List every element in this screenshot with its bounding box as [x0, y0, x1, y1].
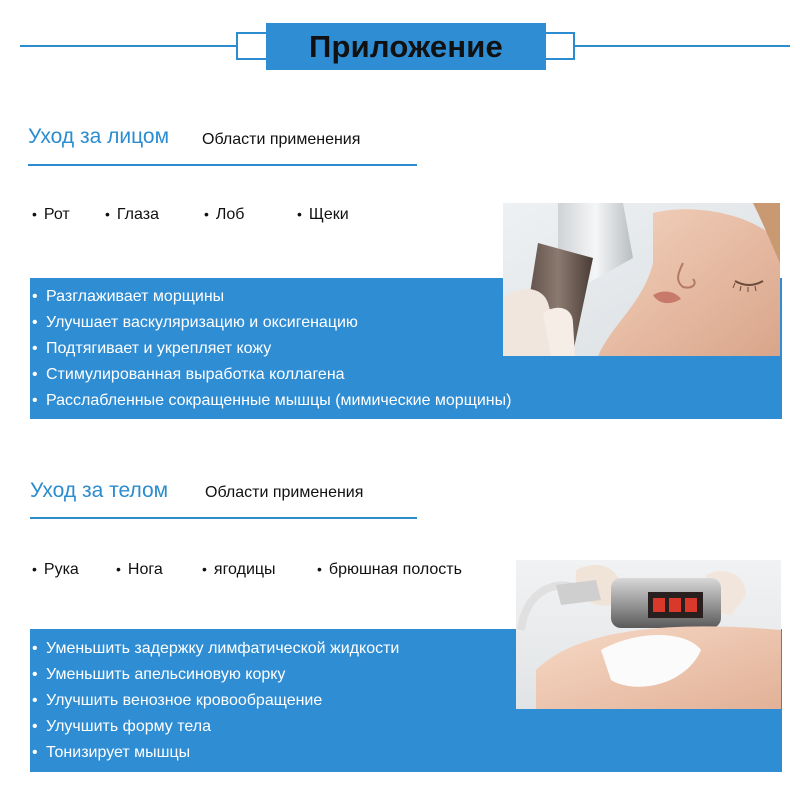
- face-area-item: • Рот: [32, 206, 70, 223]
- face-area-item: • Глаза: [105, 206, 159, 223]
- body-benefits-list: [32, 636, 399, 766]
- body-area-item: • брюшная полость: [317, 561, 462, 578]
- face-section-rule: [28, 164, 417, 166]
- face-section-subtitle: Области применения: [202, 131, 361, 148]
- header-line-right: [574, 45, 790, 47]
- benefit-item: • Улучшает васкуляризацию и оксигенацию: [32, 310, 511, 336]
- bullet-icon: •: [32, 666, 38, 683]
- header-bracket-left: [236, 32, 266, 60]
- bullet-icon: •: [32, 744, 38, 761]
- bullet-icon: •: [105, 206, 110, 222]
- benefit-item: • Улучшить форму тела: [32, 714, 399, 740]
- header-line-left: [20, 45, 237, 47]
- face-benefits-list: [32, 284, 511, 414]
- body-section-subtitle: Области применения: [205, 484, 364, 501]
- bullet-icon: •: [32, 340, 38, 357]
- benefit-item: • Уменьшить задержку лимфатической жидкости: [32, 636, 399, 662]
- bullet-icon: •: [202, 561, 207, 577]
- benefit-item: • Тонизирует мышцы: [32, 740, 399, 766]
- benefit-item: • Уменьшить апельсиновую корку: [32, 662, 399, 688]
- benefit-item: • Разглаживает морщины: [32, 284, 511, 310]
- bullet-icon: •: [32, 561, 37, 577]
- bullet-icon: •: [32, 392, 38, 409]
- bullet-icon: •: [32, 288, 38, 305]
- face-area-item: • Лоб: [204, 206, 245, 223]
- bullet-icon: •: [317, 561, 322, 577]
- body-area-item: • Нога: [116, 561, 163, 578]
- bullet-icon: •: [297, 206, 302, 222]
- body-area-item: • Рука: [32, 561, 79, 578]
- bullet-icon: •: [32, 366, 38, 383]
- page-title: Приложение: [309, 28, 503, 64]
- bullet-icon: •: [116, 561, 121, 577]
- header-bracket-right: [545, 32, 575, 60]
- benefit-item: • Расслабленные сокращенные мышцы (мимические морщины): [32, 388, 511, 414]
- benefit-item: • Улучшить венозное кровообращение: [32, 688, 399, 714]
- bullet-icon: •: [32, 314, 38, 331]
- body-section-rule: [30, 517, 417, 519]
- face-area-item: • Щеки: [297, 206, 349, 223]
- bullet-icon: •: [32, 206, 37, 222]
- benefit-item: • Стимулированная выработка коллагена: [32, 362, 511, 388]
- body-treatment-photo: [516, 560, 781, 709]
- body-section-title: Уход за телом: [30, 479, 169, 502]
- bullet-icon: •: [204, 206, 209, 222]
- benefit-item: • Подтягивает и укрепляет кожу: [32, 336, 511, 362]
- face-treatment-illustration: [503, 203, 780, 356]
- header-banner: [266, 23, 546, 70]
- bullet-icon: •: [32, 640, 38, 657]
- body-areas-list: [32, 561, 502, 583]
- bullet-icon: •: [32, 692, 38, 709]
- face-areas-list: [32, 206, 472, 228]
- body-treatment-illustration: [516, 560, 781, 709]
- body-area-item: • ягодицы: [202, 561, 276, 578]
- bullet-icon: •: [32, 718, 38, 735]
- face-section-title: Уход за лицом: [28, 125, 170, 148]
- face-treatment-photo: [503, 203, 780, 356]
